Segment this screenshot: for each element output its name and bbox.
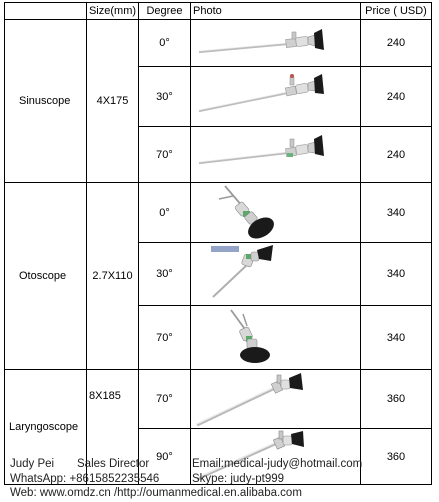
contact-email[interactable]: Email:medical-judy@hotmail.com xyxy=(192,458,363,470)
angled-otoscope-icon xyxy=(191,243,361,305)
header-photo: Photo xyxy=(191,3,361,20)
angled-otoscope-icon xyxy=(191,306,361,369)
price-cell: 240 xyxy=(361,20,432,67)
price-cell: 360 xyxy=(361,429,432,485)
table-row xyxy=(5,370,432,429)
price-cell: 240 xyxy=(361,127,432,183)
size-sinuscope: 4X175 xyxy=(87,20,139,183)
laryngoscope-icon xyxy=(191,370,361,428)
straight-rigid-endoscope-icon xyxy=(191,20,361,66)
price-cell: 340 xyxy=(361,243,432,306)
contact-whatsapp: WhatsApp: +8615852235546 xyxy=(10,473,160,485)
price-cell: 240 xyxy=(361,67,432,127)
degree-cell: 70° xyxy=(139,127,191,183)
contact-name: Judy Pei xyxy=(10,458,55,470)
model-otoscope: Otoscope xyxy=(5,183,87,370)
angled-otoscope-icon xyxy=(191,183,361,242)
straight-rigid-endoscope-icon xyxy=(191,67,361,126)
header-price: Price ( USD) xyxy=(361,3,432,20)
photo-cell xyxy=(191,20,361,67)
header-degree: Degree xyxy=(139,3,191,20)
degree-cell: 0° xyxy=(139,183,191,243)
photo-cell xyxy=(191,243,361,306)
footer-line-2 xyxy=(10,473,439,485)
table-row xyxy=(5,183,432,243)
straight-rigid-endoscope-icon xyxy=(191,127,361,182)
photo-cell xyxy=(191,183,361,243)
price-cell: 340 xyxy=(361,183,432,243)
model-laryngoscope: Laryngoscope xyxy=(5,370,87,485)
degree-cell: 70° xyxy=(139,306,191,370)
degree-cell: 90° xyxy=(139,429,191,485)
photo-cell xyxy=(191,127,361,183)
endoscope-price-table xyxy=(4,2,432,485)
footer-line-3 xyxy=(10,487,439,499)
model-sinuscope: Sinuscope xyxy=(5,20,87,183)
price-cell: 340 xyxy=(361,306,432,370)
contact-web[interactable]: Web: www.omdz.cn /http://oumanmedical.en.alibaba.com xyxy=(10,487,302,499)
photo-cell xyxy=(191,306,361,370)
table-header-row xyxy=(5,3,432,20)
header-size: Size(mm) xyxy=(87,3,139,20)
size-otoscope: 2.7X110 xyxy=(87,183,139,370)
photo-cell xyxy=(191,67,361,127)
size-laryngoscope: 8X185 xyxy=(87,370,139,485)
degree-cell: 30° xyxy=(139,67,191,127)
header-model xyxy=(5,3,87,20)
table-row xyxy=(5,20,432,67)
footer-line-1 xyxy=(10,458,439,470)
contact-title: Sales Director xyxy=(77,458,150,470)
degree-cell: 0° xyxy=(139,20,191,67)
degree-cell: 30° xyxy=(139,243,191,306)
degree-cell: 70° xyxy=(139,370,191,429)
price-cell: 360 xyxy=(361,370,432,429)
contact-skype: Skype: judy-pt999 xyxy=(192,473,285,485)
photo-cell xyxy=(191,370,361,429)
